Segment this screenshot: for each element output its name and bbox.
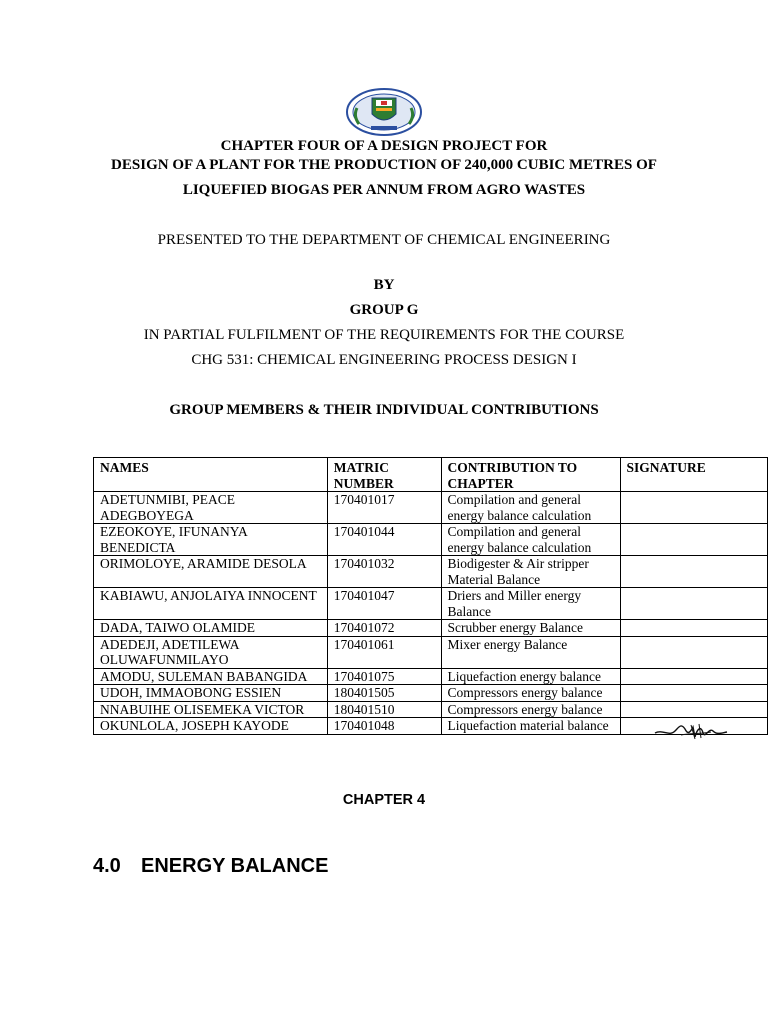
section-heading <box>93 855 328 878</box>
member-contribution: Liquefaction energy balance <box>441 668 620 685</box>
member-matric: 180401510 <box>327 701 441 718</box>
section-number: 4.0 <box>93 855 121 877</box>
member-contribution: Compressors energy balance <box>441 685 620 702</box>
member-matric: 170401032 <box>327 556 441 588</box>
member-name: UDOH, IMMAOBONG ESSIEN <box>94 685 328 702</box>
member-contribution: Driers and Miller energy Balance <box>441 588 620 620</box>
title-line-3: LIQUEFIED BIOGAS PER ANNUM FROM AGRO WASTES <box>182 182 586 198</box>
header-matric: MATRIC NUMBER <box>327 458 441 492</box>
member-matric: 170401072 <box>327 620 441 637</box>
signature-cell <box>620 588 767 620</box>
table-row <box>94 636 768 668</box>
by-label: BY <box>373 277 395 293</box>
member-name: NNABUIHE OLISEMEKA VICTOR <box>94 701 328 718</box>
table-row <box>94 620 768 637</box>
table-row <box>94 588 768 620</box>
member-contribution: Compilation and general energy balance calculation <box>441 524 620 556</box>
table-header-row <box>94 458 768 492</box>
signature-cell <box>620 668 767 685</box>
signature-cell <box>620 636 767 668</box>
member-matric: 170401048 <box>327 718 441 735</box>
title-line-1: CHAPTER FOUR OF A DESIGN PROJECT FOR <box>220 138 548 154</box>
signature-cell <box>620 556 767 588</box>
table-row <box>94 524 768 556</box>
header-contribution: CONTRIBUTION TO CHAPTER <box>441 458 620 492</box>
member-matric: 170401075 <box>327 668 441 685</box>
member-contribution: Compressors energy balance <box>441 701 620 718</box>
member-matric: 180401505 <box>327 685 441 702</box>
table-row <box>94 685 768 702</box>
presented-to: PRESENTED TO THE DEPARTMENT OF CHEMICAL ENGINEERING <box>157 232 611 248</box>
group-label: GROUP G <box>349 302 419 318</box>
handwritten-signature-icon <box>651 719 731 743</box>
university-crest-logo-icon <box>345 86 423 136</box>
member-name: ADEDEJI, ADETILEWA OLUWAFUNMILAYO <box>94 636 328 668</box>
signature-cell <box>620 620 767 637</box>
title-line-2: DESIGN OF A PLANT FOR THE PRODUCTION OF 240,000 CUBIC METRES OF <box>111 157 657 173</box>
table-row <box>94 701 768 718</box>
table-row <box>94 492 768 524</box>
signature-cell <box>620 524 767 556</box>
signature-cell <box>620 718 767 735</box>
header-signature: SIGNATURE <box>620 458 767 492</box>
member-name: DADA, TAIWO OLAMIDE <box>94 620 328 637</box>
chapter-heading: CHAPTER 4 <box>342 792 426 808</box>
member-matric: 170401061 <box>327 636 441 668</box>
member-contribution: Biodigester & Air stripper Material Balance <box>441 556 620 588</box>
member-matric: 170401047 <box>327 588 441 620</box>
header-names: NAMES <box>94 458 328 492</box>
member-name: AMODU, SULEMAN BABANGIDA <box>94 668 328 685</box>
member-matric: 170401017 <box>327 492 441 524</box>
member-contribution: Compilation and general energy balance calculation <box>441 492 620 524</box>
course-text: CHG 531: CHEMICAL ENGINEERING PROCESS DESIGN I <box>191 352 577 368</box>
signature-cell <box>620 685 767 702</box>
fulfilment-text: IN PARTIAL FULFILMENT OF THE REQUIREMENTS FOR THE COURSE <box>143 327 625 343</box>
member-name: EZEOKOYE, IFUNANYA BENEDICTA <box>94 524 328 556</box>
table-row <box>94 556 768 588</box>
members-table <box>93 457 768 735</box>
member-name: ADETUNMIBI, PEACE ADEGBOYEGA <box>94 492 328 524</box>
signature-cell <box>620 492 767 524</box>
member-contribution: Scrubber energy Balance <box>441 620 620 637</box>
members-heading: GROUP MEMBERS & THEIR INDIVIDUAL CONTRIBUTIONS <box>169 402 599 418</box>
member-name: KABIAWU, ANJOLAIYA INNOCENT <box>94 588 328 620</box>
member-name: ORIMOLOYE, ARAMIDE DESOLA <box>94 556 328 588</box>
table-row <box>94 668 768 685</box>
member-name: OKUNLOLA, JOSEPH KAYODE <box>94 718 328 735</box>
member-matric: 170401044 <box>327 524 441 556</box>
table-row <box>94 718 768 735</box>
section-title: ENERGY BALANCE <box>141 855 329 877</box>
signature-cell <box>620 701 767 718</box>
member-contribution: Liquefaction material balance <box>441 718 620 735</box>
member-contribution: Mixer energy Balance <box>441 636 620 668</box>
